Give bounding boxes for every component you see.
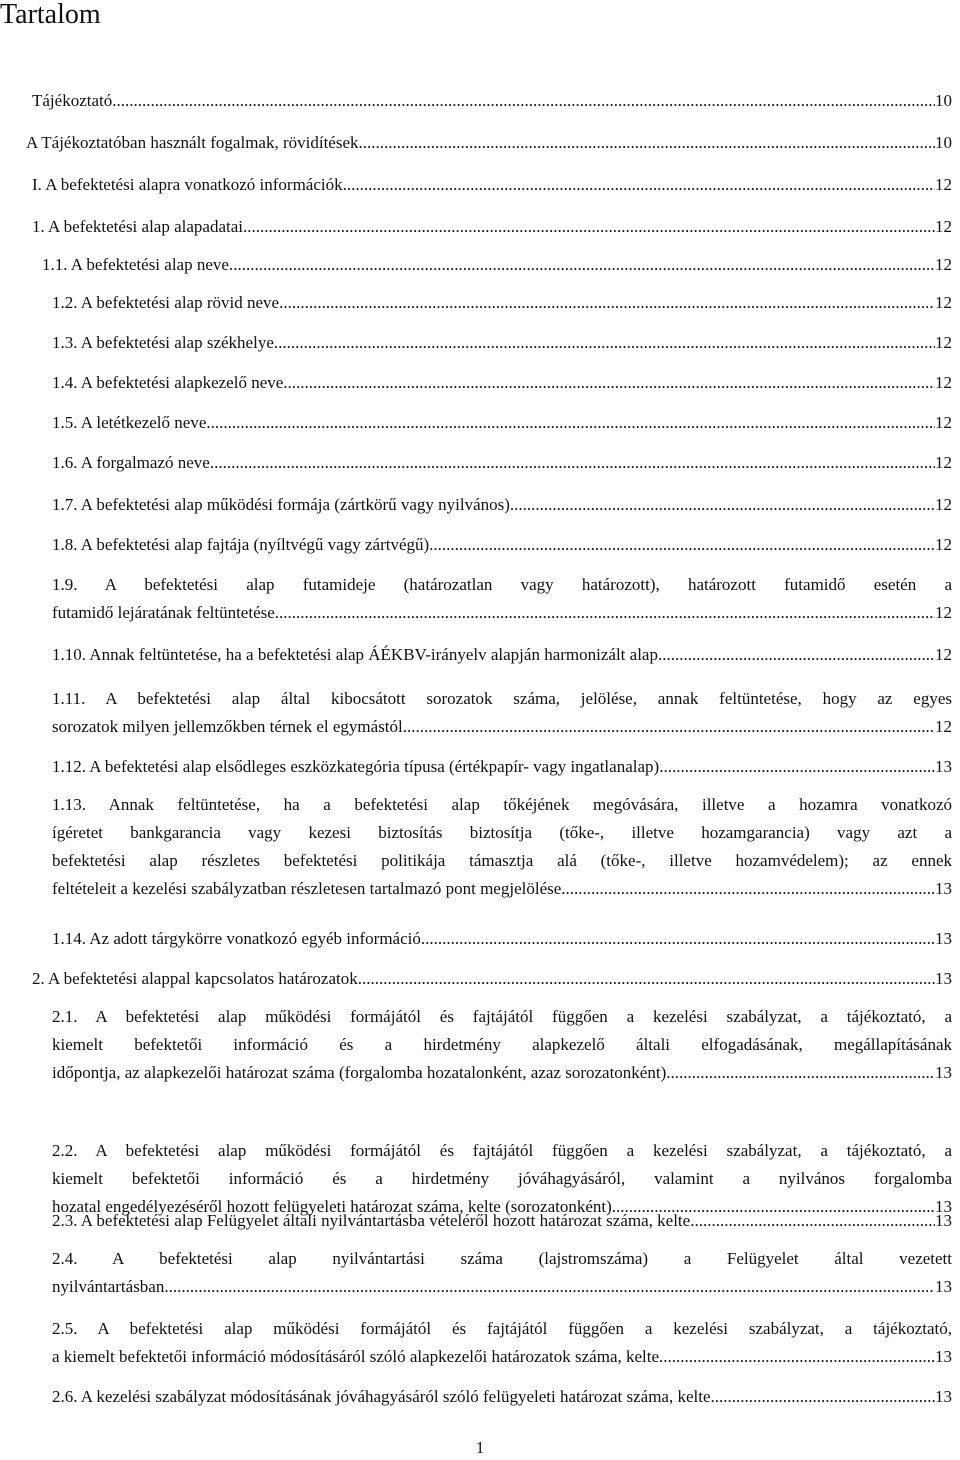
toc-entry-leader-line — [52, 1272, 952, 1302]
dot-leader — [206, 408, 935, 438]
toc-entry-text: a kiemelt befektetői információ módosításáról szóló alapkezelői határozatok száma, kelte — [52, 1347, 660, 1366]
toc-entry-text: kiemelt befektetői információ és a hirdetmény jóváhagyásáról, valamint a nyilvános forgalomba — [52, 1169, 952, 1188]
dot-leader — [164, 1272, 935, 1302]
toc-entry-leader-line — [52, 874, 952, 904]
toc-entry-text: A Tájékoztatóban használt fogalmak, rövidítések — [26, 133, 359, 152]
toc-entry-leader-line — [32, 964, 952, 994]
toc-entry-text: 1.13. Annak feltüntetése, ha a befektetési alap tőkéjének megóvására, illetve a hozamra vonatkozó — [52, 795, 952, 814]
toc-page-number: 13 — [935, 1347, 952, 1366]
dot-leader — [690, 1206, 935, 1236]
toc-entry-leader-line — [52, 640, 952, 670]
toc-entry-leader-line — [52, 530, 952, 560]
toc-page-number: 13 — [935, 879, 952, 898]
toc-page-number: 12 — [935, 217, 952, 236]
dot-leader — [711, 1382, 935, 1412]
page-number: 1 — [475, 1438, 485, 1457]
toc-entry-text: 1. A befektetési alap alapadatai — [32, 217, 243, 236]
toc-page-number: 13 — [935, 1277, 952, 1296]
dot-leader — [275, 598, 935, 628]
toc-entry-text: ígéretet bankgarancia vagy kezesi biztosítás biztosítja (tőke-, illetve hozamgarancia) vagy azt a — [52, 823, 952, 842]
dot-leader — [283, 368, 935, 398]
toc-entry-text: 2.3. A befektetési alap Felügyelet általi nyilvántartásba vételéről hozott határozat száma, kelte — [52, 1211, 691, 1230]
toc-entry-leader-line — [26, 128, 952, 158]
dot-leader — [210, 448, 935, 478]
toc-entry-leader-line — [52, 924, 952, 954]
toc-entry-text: 1.9. A befektetési alap futamideje (határozatlan vagy határozott), határozott futamidő esetén a — [52, 575, 952, 594]
dot-leader — [666, 1058, 935, 1088]
toc-page-number: 12 — [935, 453, 952, 472]
toc-entry-text: feltételeit a kezelési szabályzatban részletesen tartalmazó pont megjelölése — [52, 879, 562, 898]
toc-page-number: 12 — [935, 333, 952, 352]
toc-page-number: 13 — [935, 969, 952, 988]
page-title: Tartalom — [0, 0, 101, 30]
dot-leader — [561, 874, 935, 904]
toc-entry-text: kiemelt befektetői információ és a hirdetmény alapkezelő általi elfogadásának, megállapításának — [52, 1035, 952, 1054]
dot-leader — [510, 490, 935, 520]
toc-page-number: 10 — [935, 91, 952, 110]
toc-entry-text: 1.3. A befektetési alap székhelye — [52, 333, 274, 352]
toc-entry-leader-line — [52, 490, 952, 520]
toc-entry-text: befektetési alap részletes befektetési politikája támasztja alá (tőke-, illetve hozamvédelem); az ennek — [52, 851, 952, 870]
toc-page-number: 12 — [935, 535, 952, 554]
dot-leader — [659, 1342, 935, 1372]
toc-entry-text: 1.5. A letétkezelő neve — [52, 413, 207, 432]
toc-entry-text: 1.7. A befektetési alap működési formája (zártkörű vagy nyilvános) — [52, 495, 510, 514]
toc-entry-leader-line — [52, 408, 952, 438]
toc-page-number: 13 — [935, 1211, 952, 1230]
dot-leader — [659, 752, 935, 782]
toc-entry-text: 2.4. A befektetési alap nyilvántartási száma (lajstromszáma) a Felügyelet által vezetett — [52, 1249, 952, 1268]
toc-entry-text: 2. A befektetési alappal kapcsolatos határozatok — [32, 969, 358, 988]
toc-page-number: 12 — [935, 495, 952, 514]
toc-entry-text: futamidő lejáratának feltüntetése — [52, 603, 275, 622]
toc-page-number: 13 — [935, 1387, 952, 1406]
toc-entry-leader-line — [32, 170, 952, 200]
toc-entry-text: 2.2. A befektetési alap működési formájától és fajtájától függően a kezelési szabályzat, a tájékoztató, a — [52, 1141, 952, 1160]
toc-entry-text: 1.6. A forgalmazó neve — [52, 453, 210, 472]
toc-entry-text: 1.4. A befektetési alapkezelő neve — [52, 373, 284, 392]
toc-page-number: 12 — [935, 413, 952, 432]
dot-leader — [658, 640, 935, 670]
toc-page-number: 12 — [935, 717, 952, 736]
toc-page-number: 12 — [935, 255, 952, 274]
dot-leader — [112, 86, 935, 116]
toc-entry-text: időpontja, az alapkezelői határozat száma (forgalomba hozatalonként, azaz sorozatonként) — [52, 1063, 667, 1082]
toc-entry-text: 2.6. A kezelési szabályzat módosításának jóváhagyásáról szóló felügyeleti határozat száma, kelte — [52, 1387, 711, 1406]
dot-leader — [358, 964, 935, 994]
toc-entry-leader-line — [52, 1206, 952, 1236]
toc-entry-text: nyilvántartásban — [52, 1277, 165, 1296]
dot-leader — [274, 328, 935, 358]
toc-entry-text: I. A befektetési alapra vonatkozó információk — [32, 175, 343, 194]
toc-entry-text: hozatal engedélyezéséről hozott felügyeleti határozat száma, kelte (sorozatonként) — [52, 1197, 612, 1216]
toc-page-number: 13 — [935, 1063, 952, 1082]
toc-entry-leader-line — [32, 86, 952, 116]
toc-page-number: 13 — [935, 929, 952, 948]
dot-leader — [403, 712, 935, 742]
toc-page-number: 12 — [935, 293, 952, 312]
toc-entry-leader-line — [42, 250, 952, 280]
dot-leader — [343, 170, 935, 200]
dot-leader — [359, 128, 936, 158]
toc-entry-text: 1.12. A befektetési alap elsődleges eszközkategória típusa (értékpapír- vagy ingatlanalap) — [52, 757, 660, 776]
dot-leader — [421, 924, 935, 954]
toc-page-number: 12 — [935, 175, 952, 194]
toc-entry-leader-line — [52, 448, 952, 478]
toc-entry-leader-line — [52, 712, 952, 742]
toc-entry-leader-line — [52, 752, 952, 782]
dot-leader — [229, 250, 935, 280]
toc-entry-text: Tájékoztató — [32, 91, 113, 110]
toc-entry-text: sorozatok milyen jellemzőkben térnek el egymástól — [52, 717, 403, 736]
toc-entry-leader-line — [52, 1382, 952, 1412]
toc-entry-leader-line — [52, 288, 952, 318]
toc-entry-text: 1.2. A befektetési alap rövid neve — [52, 293, 280, 312]
toc-entry-text: 1.14. Az adott tárgykörre vonatkozó egyéb információ — [52, 929, 421, 948]
toc-entry-leader-line — [52, 1342, 952, 1372]
toc-entry-text: 1.8. A befektetési alap fajtája (nyíltvégű vagy zártvégű) — [52, 535, 430, 554]
toc-entry-leader-line — [52, 368, 952, 398]
toc-entry-leader-line — [32, 212, 952, 242]
toc-entry-leader-line — [52, 1058, 952, 1088]
toc-entry-text: 2.5. A befektetési alap működési formájától és fajtájától függően a kezelési szabályzat, a tájékoztató, — [52, 1319, 952, 1338]
toc-entry-text: 2.1. A befektetési alap működési formájától és fajtájától függően a kezelési szabályzat, a tájékoztató, a — [52, 1007, 952, 1026]
toc-page-number: 13 — [935, 1197, 952, 1216]
toc-page-number: 10 — [935, 133, 952, 152]
toc-entry-text: 1.11. A befektetési alap által kibocsátott sorozatok száma, jelölése, annak feltüntetése, hogy az egyes — [52, 689, 952, 708]
dot-leader — [279, 288, 935, 318]
toc-page-number: 12 — [935, 373, 952, 392]
dot-leader — [243, 212, 935, 242]
toc-page-number: 13 — [935, 757, 952, 776]
toc-entry-text: 1.1. A befektetési alap neve — [42, 255, 229, 274]
toc-entry-leader-line — [52, 598, 952, 628]
toc-entry-text: 1.10. Annak feltüntetése, ha a befektetési alap ÁÉKBV-irányelv alapján harmonizált alap — [52, 645, 658, 664]
toc-page-number: 12 — [935, 603, 952, 622]
toc-entry-leader-line — [52, 328, 952, 358]
toc-page-number: 12 — [935, 645, 952, 664]
dot-leader — [429, 530, 935, 560]
